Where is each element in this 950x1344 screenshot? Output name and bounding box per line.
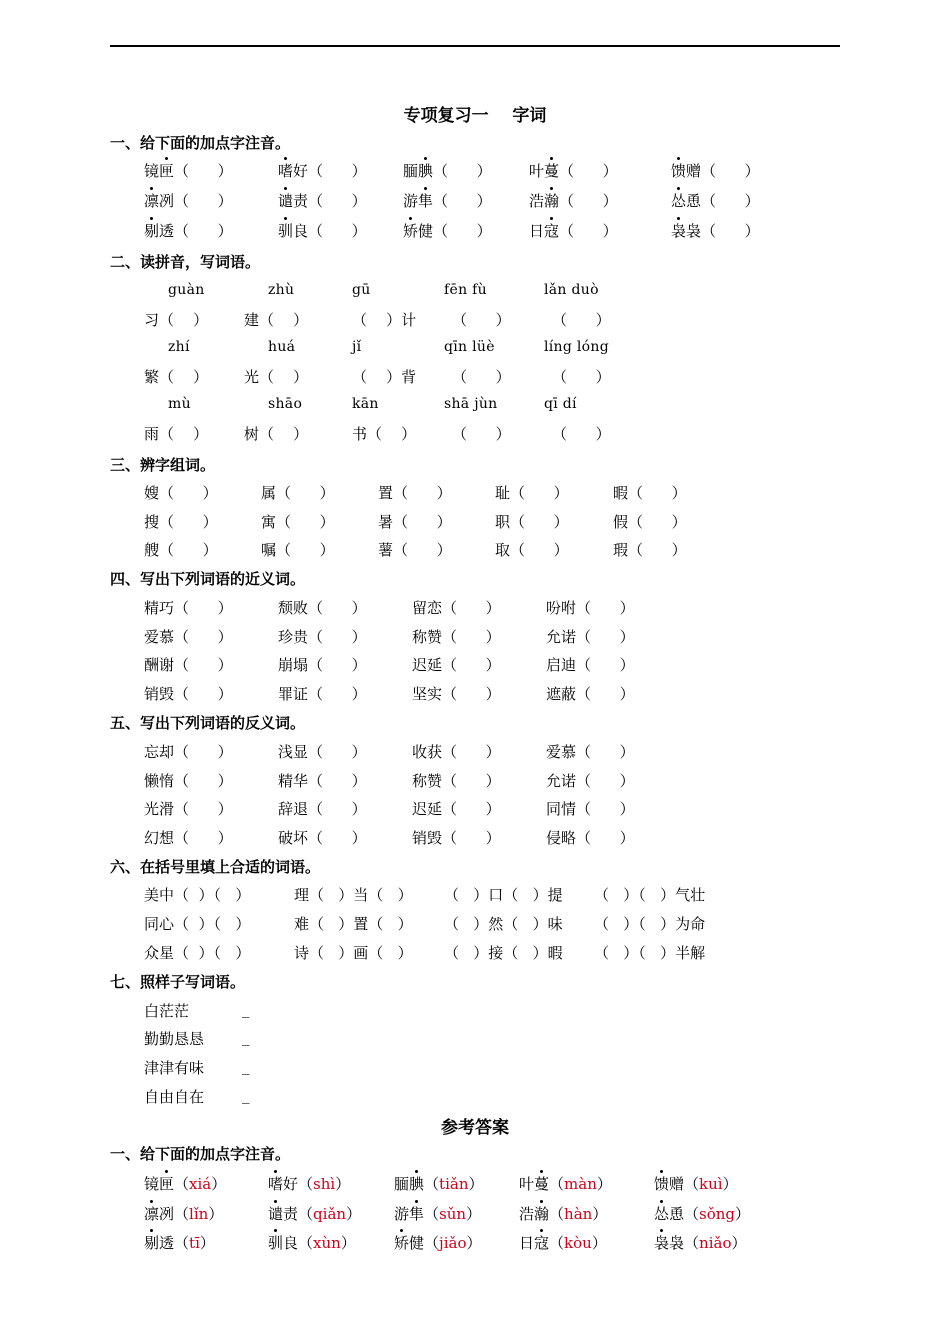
word: 凛冽: [144, 192, 175, 210]
blank-item: 销毁（ ）: [144, 685, 233, 703]
word: 谴责: [268, 1205, 299, 1223]
dotted-char: 寇: [544, 222, 560, 240]
word: 日寇: [529, 222, 560, 240]
blank-item: （ ）（ ）气壮: [594, 886, 706, 904]
answer-pinyin: sǔn: [439, 1205, 467, 1223]
word-blank: 书（ ）: [352, 425, 417, 443]
blank-item: 留恋（ ）: [412, 599, 501, 617]
word-blank: （ ）计: [352, 311, 417, 329]
section-7-heading: 七、照样子写词语。: [110, 973, 246, 991]
word: 驯良: [278, 222, 309, 240]
blank-item: 难（ ）置（ ）: [294, 915, 413, 933]
dotted-char: 嗜: [268, 1175, 284, 1193]
pinyin-item: 剔透（ ）: [144, 222, 233, 240]
answer-pinyin: màn: [564, 1175, 597, 1193]
blank-item: （ ）（ ）为命: [594, 915, 706, 933]
blank-item: 浅显（ ）: [278, 743, 367, 761]
blank-item: 销毁（ ）: [412, 829, 501, 847]
word-blank: （ ）: [552, 311, 611, 329]
section-1-heading: 一、给下面的加点字注音。: [110, 134, 291, 152]
blank-item: 置（ ）: [378, 484, 452, 502]
dotted-char: 腆: [418, 162, 434, 180]
word: 凛冽: [144, 1205, 175, 1223]
blank-item: 爱慕（ ）: [546, 743, 635, 761]
answer-item: 谴责（qiǎn）: [268, 1205, 362, 1223]
pinyin-label: líng lóng: [544, 339, 609, 355]
word: 浩瀚: [519, 1205, 550, 1223]
pinyin-label: guàn: [168, 282, 205, 298]
dotted-char: 谴: [278, 192, 294, 210]
blank-item: 珍贵（ ）: [278, 628, 367, 646]
word: 袅袅: [654, 1234, 685, 1252]
pinyin-label: shāo: [268, 396, 303, 412]
pinyin-item: 驯良（ ）: [278, 222, 367, 240]
word: 剔透: [144, 222, 175, 240]
word: 谴责: [278, 192, 309, 210]
pinyin-item: 腼腆（ ）: [403, 162, 492, 180]
word-blank: （ ）: [552, 425, 611, 443]
answer-item: 怂恿（sǒng）: [654, 1205, 751, 1223]
answer-item: 矫健（jiǎo）: [394, 1234, 482, 1252]
blank-item: 吩咐（ ）: [546, 599, 635, 617]
word-blank: （ ）背: [352, 368, 417, 386]
word-blank: （ ）: [452, 311, 511, 329]
pinyin-label: lǎn duò: [544, 282, 599, 298]
pinyin-label: kān: [352, 396, 379, 412]
word-blank: （ ）: [552, 368, 611, 386]
word: 馈赠: [671, 162, 702, 180]
dotted-char: 剔: [144, 1234, 160, 1252]
word-blank: 习（ ）: [144, 311, 209, 329]
answer-pinyin: xiá: [189, 1175, 212, 1193]
blank-item: 搜（ ）: [144, 513, 218, 531]
page-title: 专项复习一 字词: [403, 106, 547, 126]
answer-underline: _: [242, 1057, 250, 1075]
blank-item: 精巧（ ）: [144, 599, 233, 617]
blank-item: 幻想（ ）: [144, 829, 233, 847]
pinyin-label: shā jùn: [444, 396, 498, 412]
section-5-heading: 五、写出下列词语的反义词。: [110, 714, 306, 732]
answer-pinyin: tiǎn: [439, 1175, 469, 1193]
pinyin-label: huá: [268, 339, 296, 355]
word-blank: 树（ ）: [244, 425, 309, 443]
example-word: 勤勤恳恳: [144, 1030, 205, 1048]
answer-pinyin: kòu: [564, 1234, 592, 1252]
blank-item: 嘱（ ）: [261, 541, 335, 559]
dotted-char: 瀚: [534, 1205, 550, 1223]
pinyin-item: 袅袅（ ）: [671, 222, 760, 240]
pinyin-item: 馈赠（ ）: [671, 162, 760, 180]
blank-item: 崩塌（ ）: [278, 656, 367, 674]
blank-item: （ ）接（ ）暇: [444, 944, 563, 962]
blank-item: 瑕（ ）: [613, 541, 687, 559]
example-word: 白茫茫: [144, 1002, 190, 1020]
dotted-char: 瀚: [544, 192, 560, 210]
answer-underline: _: [242, 1086, 250, 1104]
section-3-heading: 三、辨字组词。: [110, 456, 216, 474]
pinyin-item: 游隼（ ）: [403, 192, 492, 210]
blank-item: 寓（ ）: [261, 513, 335, 531]
blank-item: 辞退（ ）: [278, 800, 367, 818]
dotted-char: 凛: [144, 1205, 160, 1223]
answer-item: 腼腆（tiǎn）: [394, 1175, 484, 1193]
section-2-heading: 二、读拼音，写词语。: [110, 253, 261, 271]
blank-item: 假（ ）: [613, 513, 687, 531]
answer-item: 镜匣（xiá）: [144, 1175, 227, 1193]
dotted-char: 驯: [268, 1234, 284, 1252]
dotted-char: 凛: [144, 192, 160, 210]
answer-pinyin: xùn: [313, 1234, 341, 1252]
blank-item: 嫂（ ）: [144, 484, 218, 502]
blank-item: 允诺（ ）: [546, 628, 635, 646]
section-6-heading: 六、在括号里填上合适的词语。: [110, 858, 321, 876]
word: 嗜好: [278, 162, 309, 180]
dotted-char: 馈: [654, 1175, 670, 1193]
dotted-char: 匣: [159, 1175, 175, 1193]
pinyin-label: zhù: [268, 282, 295, 298]
blank-item: 酬谢（ ）: [144, 656, 233, 674]
pinyin-item: 叶蔓（ ）: [529, 162, 618, 180]
blank-item: 众星（ ）（ ）: [144, 944, 251, 962]
pinyin-label: mù: [168, 396, 191, 412]
answer-pinyin: hàn: [564, 1205, 593, 1223]
blank-item: 同情（ ）: [546, 800, 635, 818]
blank-item: 颓败（ ）: [278, 599, 367, 617]
word: 镜匣: [144, 1175, 175, 1193]
answer-pinyin: tī: [189, 1234, 200, 1252]
answer-item: 叶蔓（màn）: [519, 1175, 612, 1193]
word: 矫健: [394, 1234, 425, 1252]
blank-item: 迟延（ ）: [412, 656, 501, 674]
answer-item: 凛冽（lǐn）: [144, 1205, 224, 1223]
dotted-char: 袅: [671, 222, 687, 240]
blank-item: 理（ ）当（ ）: [294, 886, 413, 904]
blank-item: （ ）口（ ）提: [444, 886, 563, 904]
pinyin-item: 凛冽（ ）: [144, 192, 233, 210]
blank-item: 迟延（ ）: [412, 800, 501, 818]
pinyin-item: 嗜好（ ）: [278, 162, 367, 180]
dotted-char: 矫: [403, 222, 419, 240]
blank-item: 属（ ）: [261, 484, 335, 502]
word: 矫健: [403, 222, 434, 240]
blank-item: 艘（ ）: [144, 541, 218, 559]
dotted-char: 馈: [671, 162, 687, 180]
dotted-char: 隼: [418, 192, 434, 210]
pinyin-label: jǐ: [352, 339, 362, 355]
answer-pinyin: niǎo: [699, 1234, 732, 1252]
word-blank: 建（ ）: [244, 311, 309, 329]
blank-item: 暇（ ）: [613, 484, 687, 502]
word-blank: （ ）: [452, 425, 511, 443]
word: 驯良: [268, 1234, 299, 1252]
blank-item: 取（ ）: [495, 541, 569, 559]
word: 腼腆: [403, 162, 434, 180]
word-blank: 光（ ）: [244, 368, 309, 386]
answer-pinyin: kuì: [699, 1175, 723, 1193]
word: 浩瀚: [529, 192, 560, 210]
answer-underline: _: [242, 1028, 250, 1046]
dotted-char: 嗜: [278, 162, 294, 180]
blank-item: 称赞（ ）: [412, 772, 501, 790]
dotted-char: 腆: [409, 1175, 425, 1193]
word: 剔透: [144, 1234, 175, 1252]
answer-item: 馈赠（kuì）: [654, 1175, 738, 1193]
answer-pinyin: sǒng: [699, 1205, 736, 1223]
dotted-char: 矫: [394, 1234, 410, 1252]
blank-item: 懒惰（ ）: [144, 772, 233, 790]
answer-item: 驯良（xùn）: [268, 1234, 356, 1252]
section-4-heading: 四、写出下列词语的近义词。: [110, 570, 306, 588]
dotted-char: 怂: [671, 192, 687, 210]
pinyin-label: qīn lüè: [444, 339, 495, 355]
word: 袅袅: [671, 222, 702, 240]
dotted-char: 隼: [409, 1205, 425, 1223]
pinyin-item: 日寇（ ）: [529, 222, 618, 240]
word: 叶蔓: [519, 1175, 550, 1193]
answer-item: 嗜好（shì）: [268, 1175, 351, 1193]
word: 镜匣: [144, 162, 175, 180]
dotted-char: 剔: [144, 222, 160, 240]
blank-item: 启迪（ ）: [546, 656, 635, 674]
pinyin-item: 矫健（ ）: [403, 222, 492, 240]
blank-item: 耻（ ）: [495, 484, 569, 502]
dotted-char: 寇: [534, 1234, 550, 1252]
blank-item: 罪证（ ）: [278, 685, 367, 703]
word-blank: 雨（ ）: [144, 425, 209, 443]
example-word: 自由自在: [144, 1088, 205, 1106]
pinyin-label: zhí: [168, 339, 190, 355]
word: 怂恿: [671, 192, 702, 210]
answer-item: 浩瀚（hàn）: [519, 1205, 608, 1223]
example-word: 津津有味: [144, 1059, 205, 1077]
answer-pinyin: shì: [313, 1175, 336, 1193]
blank-item: （ ）（ ）半解: [594, 944, 706, 962]
dotted-char: 谴: [268, 1205, 284, 1223]
header-rule: [110, 45, 840, 47]
blank-item: （ ）然（ ）味: [444, 915, 563, 933]
word: 游隼: [394, 1205, 425, 1223]
blank-item: 薯（ ）: [378, 541, 452, 559]
dotted-char: 蔓: [544, 162, 560, 180]
answer-pinyin: jiǎo: [439, 1234, 467, 1252]
blank-item: 爱慕（ ）: [144, 628, 233, 646]
word: 游隼: [403, 192, 434, 210]
word: 馈赠: [654, 1175, 685, 1193]
answer-underline: _: [242, 1000, 250, 1018]
answer-item: 游隼（sǔn）: [394, 1205, 482, 1223]
blank-item: 诗（ ）画（ ）: [294, 944, 413, 962]
word-blank: 繁（ ）: [144, 368, 209, 386]
dotted-char: 驯: [278, 222, 294, 240]
answer-item: 袅袅（niǎo）: [654, 1234, 747, 1252]
blank-item: 坚实（ ）: [412, 685, 501, 703]
blank-item: 精华（ ）: [278, 772, 367, 790]
answer-title: 参考答案: [441, 1118, 509, 1138]
blank-item: 破坏（ ）: [278, 829, 367, 847]
blank-item: 美中（ ）（ ）: [144, 886, 251, 904]
answer-item: 日寇（kòu）: [519, 1234, 607, 1252]
blank-item: 称赞（ ）: [412, 628, 501, 646]
answer-section-1-heading: 一、给下面的加点字注音。: [110, 1145, 291, 1163]
blank-item: 允诺（ ）: [546, 772, 635, 790]
word-blank: （ ）: [452, 368, 511, 386]
blank-item: 侵略（ ）: [546, 829, 635, 847]
word: 叶蔓: [529, 162, 560, 180]
blank-item: 光滑（ ）: [144, 800, 233, 818]
pinyin-label: gū: [352, 282, 371, 298]
blank-item: 职（ ）: [495, 513, 569, 531]
blank-item: 暑（ ）: [378, 513, 452, 531]
answer-item: 剔透（tī）: [144, 1234, 215, 1252]
word: 怂恿: [654, 1205, 685, 1223]
blank-item: 忘却（ ）: [144, 743, 233, 761]
dotted-char: 袅: [654, 1234, 670, 1252]
pinyin-item: 镜匣（ ）: [144, 162, 233, 180]
word: 日寇: [519, 1234, 550, 1252]
answer-pinyin: lǐn: [189, 1205, 209, 1223]
dotted-char: 怂: [654, 1205, 670, 1223]
pinyin-item: 谴责（ ）: [278, 192, 367, 210]
word: 嗜好: [268, 1175, 299, 1193]
blank-item: 收获（ ）: [412, 743, 501, 761]
word: 腼腆: [394, 1175, 425, 1193]
pinyin-label: qī dí: [544, 396, 577, 412]
answer-pinyin: qiǎn: [313, 1205, 347, 1223]
pinyin-item: 怂恿（ ）: [671, 192, 760, 210]
blank-item: 遮蔽（ ）: [546, 685, 635, 703]
dotted-char: 匣: [159, 162, 175, 180]
blank-item: 同心（ ）（ ）: [144, 915, 251, 933]
pinyin-label: fēn fù: [444, 282, 487, 298]
pinyin-item: 浩瀚（ ）: [529, 192, 618, 210]
dotted-char: 蔓: [534, 1175, 550, 1193]
